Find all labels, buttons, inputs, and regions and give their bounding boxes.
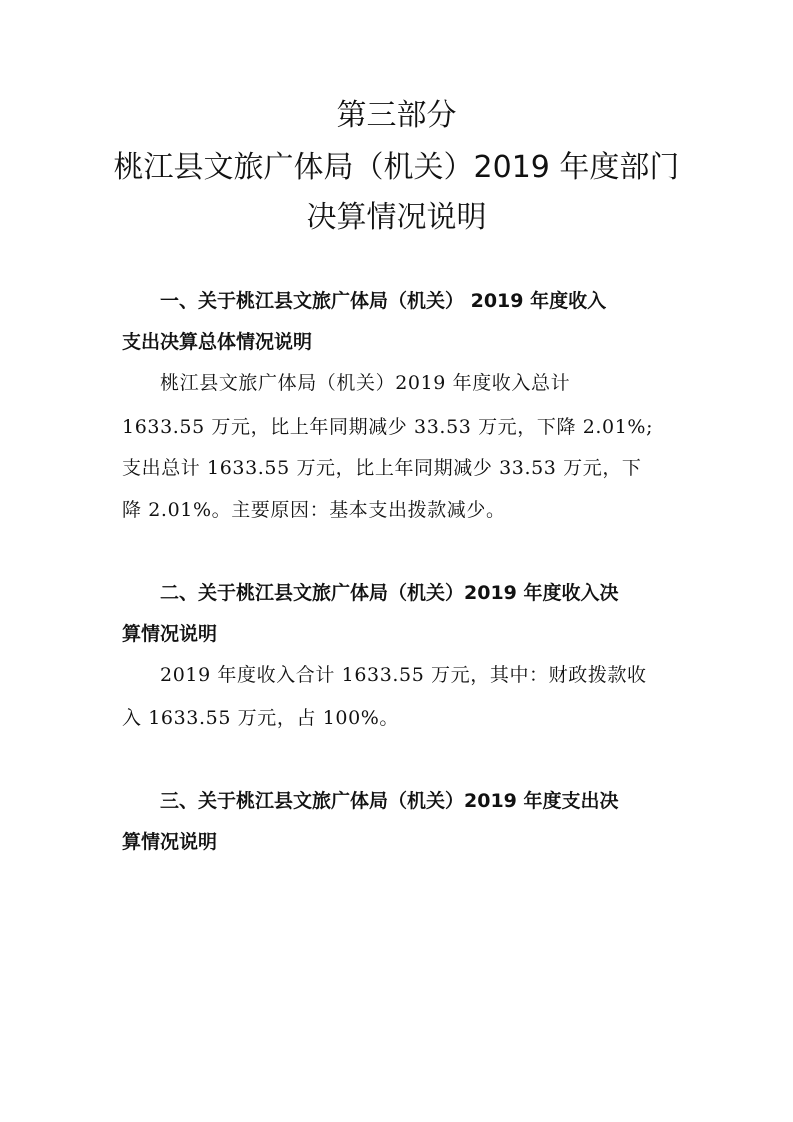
section-3-heading-line-2: 算情况说明 (122, 831, 218, 853)
section-1-heading-line-2: 支出决算总体情况说明 (122, 331, 313, 353)
section-1-body-line-2: 1633.55 万元，比上年同期减少 33.53 万元，下降 2.01%; (122, 416, 654, 438)
section-1-body-line-3: 支出总计 1633.55 万元，比上年同期减少 33.53 万元，下 (122, 457, 642, 479)
part-title: 第三部分 (336, 98, 457, 133)
section-1-body-line-4: 降 2.01%。主要原因：基本支出拨款减少。 (122, 499, 506, 521)
document-title-line-2: 决算情况说明 (306, 200, 487, 235)
section-1-heading-line-1: 一、关于桃江县文旅广体局（机关） 2019 年度收入 (160, 290, 607, 312)
section-2-heading-line-1: 二、关于桃江县文旅广体局（机关）2019 年度收入决 (160, 582, 619, 604)
section-2-heading-line-2: 算情况说明 (122, 623, 218, 645)
section-3-heading-line-1: 三、关于桃江县文旅广体局（机关）2019 年度支出决 (160, 790, 619, 812)
section-1-body-line-1: 桃江县文旅广体局（机关）2019 年度收入总计 (160, 372, 571, 394)
document-title-line-1: 桃江县文旅广体局（机关）2019 年度部门 (113, 150, 680, 185)
section-2-body-line-2: 入 1633.55 万元，占 100%。 (122, 707, 400, 729)
section-2-body-line-1: 2019 年度收入合计 1633.55 万元，其中：财政拨款收 (160, 664, 647, 686)
